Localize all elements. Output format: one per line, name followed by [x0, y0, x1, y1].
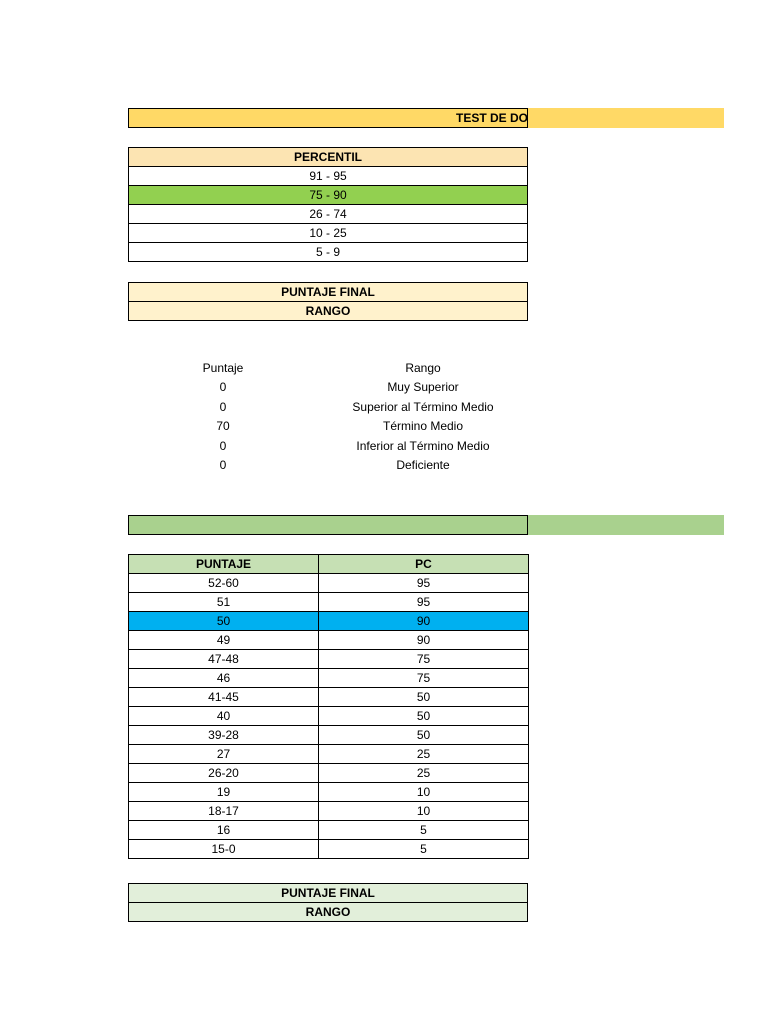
table-row	[129, 840, 529, 859]
range-label[interactable]: RANGO	[129, 302, 528, 321]
summary-puntaje[interactable]: 0	[219, 457, 227, 472]
final-score-label[interactable]: PUNTAJE FINAL	[129, 884, 528, 903]
table-row-highlighted	[129, 612, 529, 631]
puntaje-cell[interactable]: 16	[129, 821, 319, 840]
table-row	[129, 821, 529, 840]
puntaje-cell[interactable]: 18-17	[129, 802, 319, 821]
puntaje-cell[interactable]: 52-60	[129, 574, 319, 593]
score-col-puntaje-header: PUNTAJE	[129, 555, 319, 574]
percentile-row[interactable]: 26 - 74	[129, 205, 528, 224]
summary-row	[128, 398, 528, 417]
score-col-pc-header: PC	[319, 555, 529, 574]
puntaje-cell[interactable]: 19	[129, 783, 319, 802]
score-table	[128, 554, 529, 859]
pc-cell[interactable]: 90	[319, 631, 529, 650]
puntaje-cell[interactable]: 47-48	[129, 650, 319, 669]
final-score-box-2	[128, 883, 528, 922]
summary-rango[interactable]: Muy Superior	[387, 380, 459, 395]
puntaje-cell[interactable]: 40	[129, 707, 319, 726]
pc-cell[interactable]: 5	[319, 840, 529, 859]
pc-cell[interactable]: 10	[319, 783, 529, 802]
puntaje-cell[interactable]: 49	[129, 631, 319, 650]
summary-rango[interactable]: Término Medio	[382, 419, 464, 434]
pc-cell[interactable]: 25	[319, 745, 529, 764]
summary-puntaje[interactable]: 0	[219, 399, 227, 414]
percentile-row[interactable]: 10 - 25	[129, 224, 528, 243]
summary-row	[128, 378, 528, 397]
summary-row	[128, 456, 528, 475]
final-score-label[interactable]: PUNTAJE FINAL	[129, 283, 528, 302]
percentile-row[interactable]: 91 - 95	[129, 167, 528, 186]
table-row	[129, 707, 529, 726]
percentile-row[interactable]: 5 - 9	[129, 243, 528, 262]
table-row	[129, 802, 529, 821]
puntaje-cell[interactable]: 41-45	[129, 688, 319, 707]
final-score-box-1	[128, 282, 528, 321]
summary-puntaje[interactable]: 0	[219, 380, 227, 395]
pc-cell[interactable]: 50	[319, 688, 529, 707]
summary-rango[interactable]: Inferior al Término Medio	[356, 438, 490, 453]
table-row	[129, 669, 529, 688]
puntaje-cell[interactable]: 50	[129, 612, 319, 631]
pc-cell[interactable]: 75	[319, 669, 529, 688]
table-row	[129, 574, 529, 593]
table-row	[129, 593, 529, 612]
summary-row	[128, 437, 528, 456]
table-row	[129, 688, 529, 707]
pc-cell[interactable]: 75	[319, 650, 529, 669]
table-row	[129, 783, 529, 802]
summary-rango[interactable]: Superior al Término Medio	[352, 399, 494, 414]
puntaje-cell[interactable]: 15-0	[129, 840, 319, 859]
section-band-cell[interactable]	[128, 515, 528, 535]
table-row	[129, 726, 529, 745]
percentile-header: PERCENTIL	[129, 148, 528, 167]
page-title: TEST DE DO	[455, 111, 528, 125]
puntaje-cell[interactable]: 46	[129, 669, 319, 688]
summary-puntaje[interactable]: 0	[219, 438, 227, 453]
table-row	[129, 650, 529, 669]
range-label[interactable]: RANGO	[129, 903, 528, 922]
title-band	[128, 108, 724, 128]
pc-cell[interactable]: 50	[319, 707, 529, 726]
summary-rango[interactable]: Deficiente	[396, 457, 450, 472]
summary-list	[128, 359, 528, 475]
percentile-table	[128, 147, 528, 262]
table-row	[129, 631, 529, 650]
section-band-green	[128, 515, 724, 535]
pc-cell[interactable]: 50	[319, 726, 529, 745]
summary-col-puntaje-header: Puntaje	[202, 361, 244, 375]
pc-cell[interactable]: 95	[319, 593, 529, 612]
summary-puntaje[interactable]: 70	[216, 419, 230, 434]
puntaje-cell[interactable]: 27	[129, 745, 319, 764]
summary-header-row	[128, 359, 528, 378]
pc-cell[interactable]: 10	[319, 802, 529, 821]
table-row	[129, 745, 529, 764]
pc-cell[interactable]: 95	[319, 574, 529, 593]
pc-cell[interactable]: 90	[319, 612, 529, 631]
pc-cell[interactable]: 25	[319, 764, 529, 783]
summary-col-rango-header: Rango	[405, 361, 441, 375]
puntaje-cell[interactable]: 51	[129, 593, 319, 612]
table-row	[129, 764, 529, 783]
summary-row	[128, 417, 528, 436]
pc-cell[interactable]: 5	[319, 821, 529, 840]
puntaje-cell[interactable]: 26-20	[129, 764, 319, 783]
percentile-row-highlighted[interactable]: 75 - 90	[129, 186, 528, 205]
puntaje-cell[interactable]: 39-28	[129, 726, 319, 745]
